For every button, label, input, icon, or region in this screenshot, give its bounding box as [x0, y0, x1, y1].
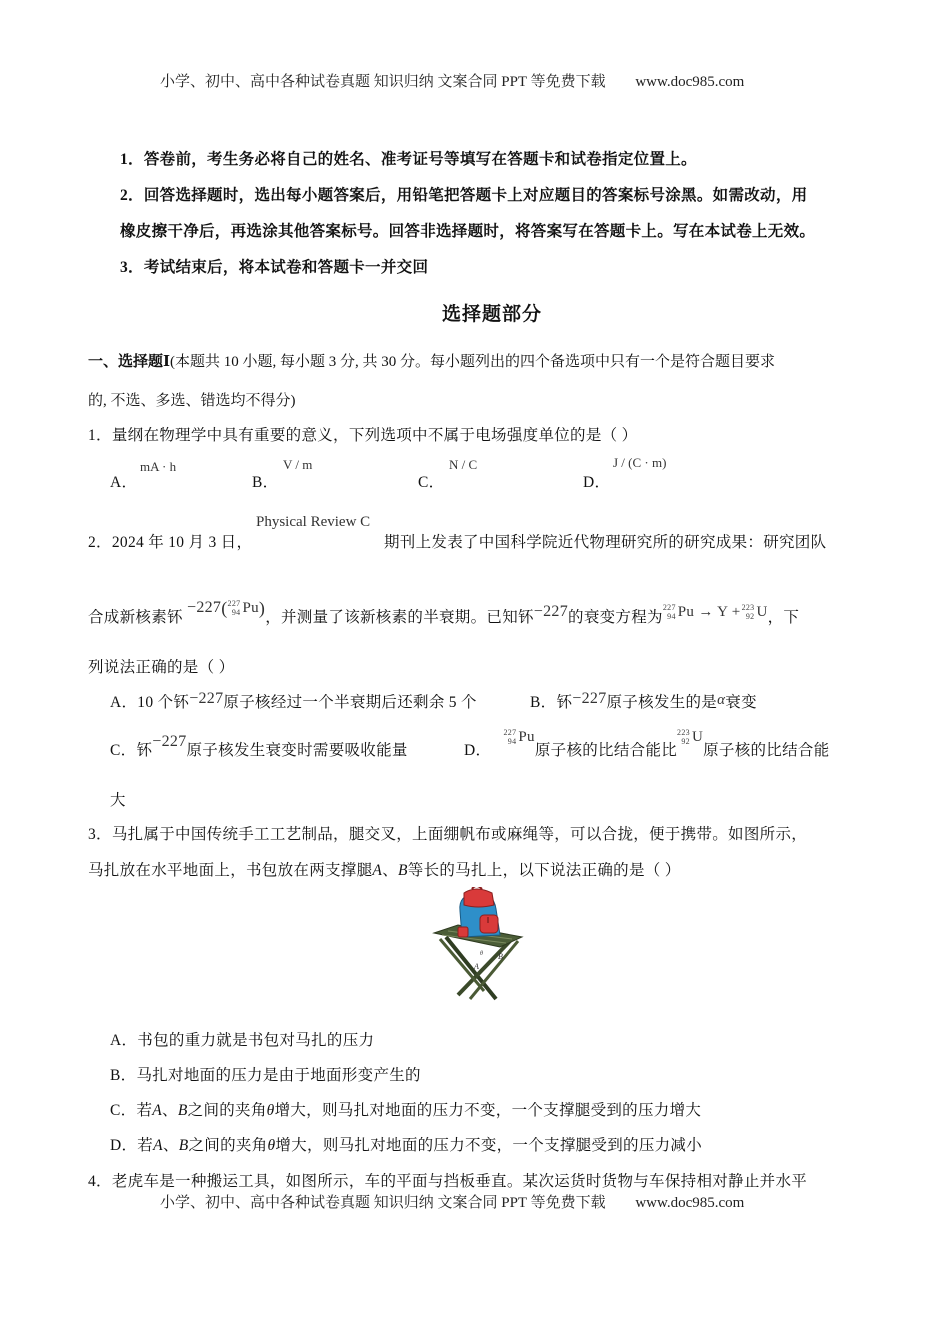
instruction-text: 考试结束后，将本试卷和答题卡一并交回 [143, 259, 429, 276]
section-label: 一、选择题Ⅰ [88, 354, 171, 370]
q3-line1: 3．马扎属于中国传统手工工艺制品，腿交叉，上面绷帆布或麻绳等，可以合拢，便于携带。如图所示， [88, 826, 808, 843]
q2-text: ，并测量了该新核素的半衰期。已知钚 [265, 609, 534, 626]
instruction-2 [120, 183, 807, 205]
option-label: A． [110, 1032, 138, 1049]
isotope-label: −227 [152, 733, 187, 750]
q1-option-c-value: N / C [449, 457, 478, 472]
q1-option-b-value: V / m [283, 457, 313, 472]
option-text: 原子核发生的是 [606, 694, 718, 711]
option-text: 之间的夹角 [188, 1137, 268, 1154]
instruction-num: 1． [120, 151, 144, 168]
q1-option-a-label: A． [110, 474, 138, 491]
header-text: 小学、初中、高中各种试卷真题 知识归纳 文案合同 PPT 等免费下载 [160, 74, 606, 90]
option-text: 10 个钚 [137, 694, 190, 711]
q3-text: 马扎放在水平地面上，书包放在两支撑腿 [88, 862, 373, 879]
decay-equation [663, 603, 768, 621]
mass-number: 227 [503, 728, 517, 738]
leg-b-label: B [398, 862, 408, 879]
q1-option-a-value: mA · h [140, 459, 177, 474]
option-label: D． [464, 742, 492, 759]
element-symbol: Pu [518, 729, 535, 745]
q1-option-d-value: J / (C · m) [613, 455, 667, 470]
page-footer [160, 1191, 744, 1212]
nuclide-u [677, 728, 703, 746]
section-title: 选择题部分 [442, 304, 543, 325]
q1-option-d-label: D． [583, 474, 611, 491]
nuclide-pu [503, 728, 534, 746]
q2-option-d-wrap: 大 [110, 792, 126, 809]
option-label: B． [530, 694, 557, 711]
q2-text: 的衰变方程为 [568, 609, 663, 626]
q3-text: 等长的马扎上，以下说法正确的是（ ） [407, 862, 681, 879]
leg-a-label: A [372, 862, 383, 879]
option-text: 增大，则马扎对地面的压力不变，一个支撑腿受到的压力增大 [274, 1102, 702, 1119]
option-text: 原子核的比结合能比 [534, 742, 678, 759]
alpha-symbol: α [717, 692, 726, 708]
atomic-number: 94 [667, 612, 676, 622]
option-text: 原子核发生衰变时需要吸收能量 [186, 742, 408, 759]
separator: 、 [382, 862, 398, 879]
stool-backpack-figure [428, 887, 524, 1005]
option-label: C． [110, 742, 137, 759]
footer-url: www.doc985.com [635, 1195, 745, 1211]
leg-a-label: A [152, 1102, 163, 1119]
isotope-label: −227 [572, 690, 607, 707]
q1-option-c-label: C． [418, 474, 445, 491]
leg-a-label: A [153, 1137, 163, 1154]
option-text: 衰变 [725, 694, 757, 711]
q3-option-a [110, 1028, 374, 1050]
q2-option-d [464, 728, 830, 760]
instruction-1 [120, 147, 697, 169]
element-symbol: U [756, 604, 768, 620]
q3-option-b [110, 1063, 421, 1085]
mass-number: 227 [662, 603, 676, 613]
section-intro [88, 350, 775, 371]
q1-option-b-label: B． [252, 474, 279, 491]
q2-option-a [110, 690, 477, 712]
option-text: 之间的夹角 [187, 1102, 267, 1119]
nuclide-pu [228, 599, 259, 617]
atomic-number: 92 [745, 612, 755, 622]
page-header [160, 70, 744, 91]
instruction-num: 3． [120, 259, 144, 276]
q2-journal: Physical Review C [256, 514, 371, 530]
paren-open: ( [221, 598, 228, 618]
instruction-text: 橡皮擦干净后，再选涂其他答案标号。回答非选择题时，将答案写在答题卡上。写在本试卷上无效。 [120, 223, 816, 240]
section-intro-line2: 的, 不选、多选、错选均不得分) [88, 393, 296, 409]
leg-b-label: B [177, 1102, 188, 1119]
option-text: 钚 [556, 694, 573, 711]
header-url: www.doc985.com [635, 74, 745, 90]
option-text: 原子核的比结合能 [703, 742, 830, 759]
separator: 、 [162, 1137, 179, 1154]
separator: 、 [162, 1102, 178, 1119]
q4-line1: 4．老虎车是一种搬运工具，如图所示，车的平面与挡板垂直。某次运货时货物与车保持相对静止并水平 [88, 1173, 808, 1190]
theta-symbol: θ [266, 1102, 275, 1119]
instruction-3 [120, 255, 428, 277]
section-intro-line1: (本题共 10 小题, 每小题 3 分, 共 30 分。每小题列出的四个备选项中只有一个是符合题目要求 [170, 354, 776, 370]
mass-number: 227 [227, 599, 241, 609]
mass-number: 223 [677, 728, 690, 738]
element-symbol: Pu [242, 600, 259, 616]
instruction-2-cont [120, 219, 815, 241]
stool-backpack-illustration [428, 887, 524, 1005]
q2-option-c [110, 733, 408, 760]
theta-symbol: θ [267, 1137, 276, 1154]
element-symbol: Pu [677, 604, 695, 620]
instruction-num: 2． [120, 187, 144, 204]
q2-line3: 列说法正确的是（ ） [88, 659, 235, 676]
isotope-label: −227 [189, 690, 224, 707]
atomic-number: 94 [231, 608, 241, 618]
q2-text: 合成新核素钚 [88, 609, 183, 626]
q2-line2 [88, 598, 800, 627]
option-text: 若 [137, 1137, 154, 1154]
leg-a-figure-label: A [474, 962, 479, 971]
q2-option-b [530, 690, 757, 712]
q3-option-d [110, 1133, 702, 1155]
option-text: 马扎对地面的压力是由于地面形变产生的 [136, 1067, 421, 1084]
q3-line2 [88, 858, 681, 880]
instruction-text: 回答选择题时，选出每小题答案后，用铅笔把答题卡上对应题目的答案标号涂黑。如需改动，用 [143, 187, 808, 204]
option-text: 原子核经过一个半衰期后还剩余 5 个 [223, 694, 477, 711]
footer-text: 小学、初中、高中各种试卷真题 知识归纳 文案合同 PPT 等免费下载 [160, 1195, 606, 1211]
atomic-number: 92 [681, 737, 690, 747]
option-label: A． [110, 694, 138, 711]
q2-stem-prefix: 2．2024 年 10 月 3 日， [88, 534, 253, 551]
theta-label: θ [480, 951, 483, 957]
q3-option-c [110, 1098, 701, 1120]
leg-b-figure-label: B [498, 952, 503, 961]
atomic-number: 94 [507, 737, 517, 747]
q2-isotope: −227 [187, 599, 222, 616]
option-label: D． [110, 1137, 138, 1154]
paren-close: ) [258, 598, 266, 618]
option-text: 钚 [136, 742, 153, 759]
instruction-text: 答卷前，考生务必将自己的姓名、准考证号等填写在答题卡和试卷指定位置上。 [143, 151, 697, 168]
q2-stem-suffix: 期刊上发表了中国科学院近代物理研究所的研究成果：研究团队 [384, 534, 827, 551]
option-label: C． [110, 1102, 137, 1119]
element-symbol: U [691, 729, 704, 745]
q2-isotope: −227 [533, 603, 569, 620]
mass-number: 223 [741, 603, 755, 613]
q1-stem: 1．量纲在物理学中具有重要的意义，下列选项中不属于电场强度单位的是（ ） [88, 427, 638, 444]
q2-text: ，下 [767, 609, 800, 626]
option-text: 若 [136, 1102, 153, 1119]
option-text: 书包的重力就是书包对马扎的压力 [137, 1032, 375, 1049]
leg-b-label: B [178, 1137, 189, 1154]
decay-arrow: → Y + [698, 604, 741, 620]
option-label: B． [110, 1067, 137, 1084]
option-text: 增大，则马扎对地面的压力不变，一个支撑腿受到的压力减小 [275, 1137, 703, 1154]
